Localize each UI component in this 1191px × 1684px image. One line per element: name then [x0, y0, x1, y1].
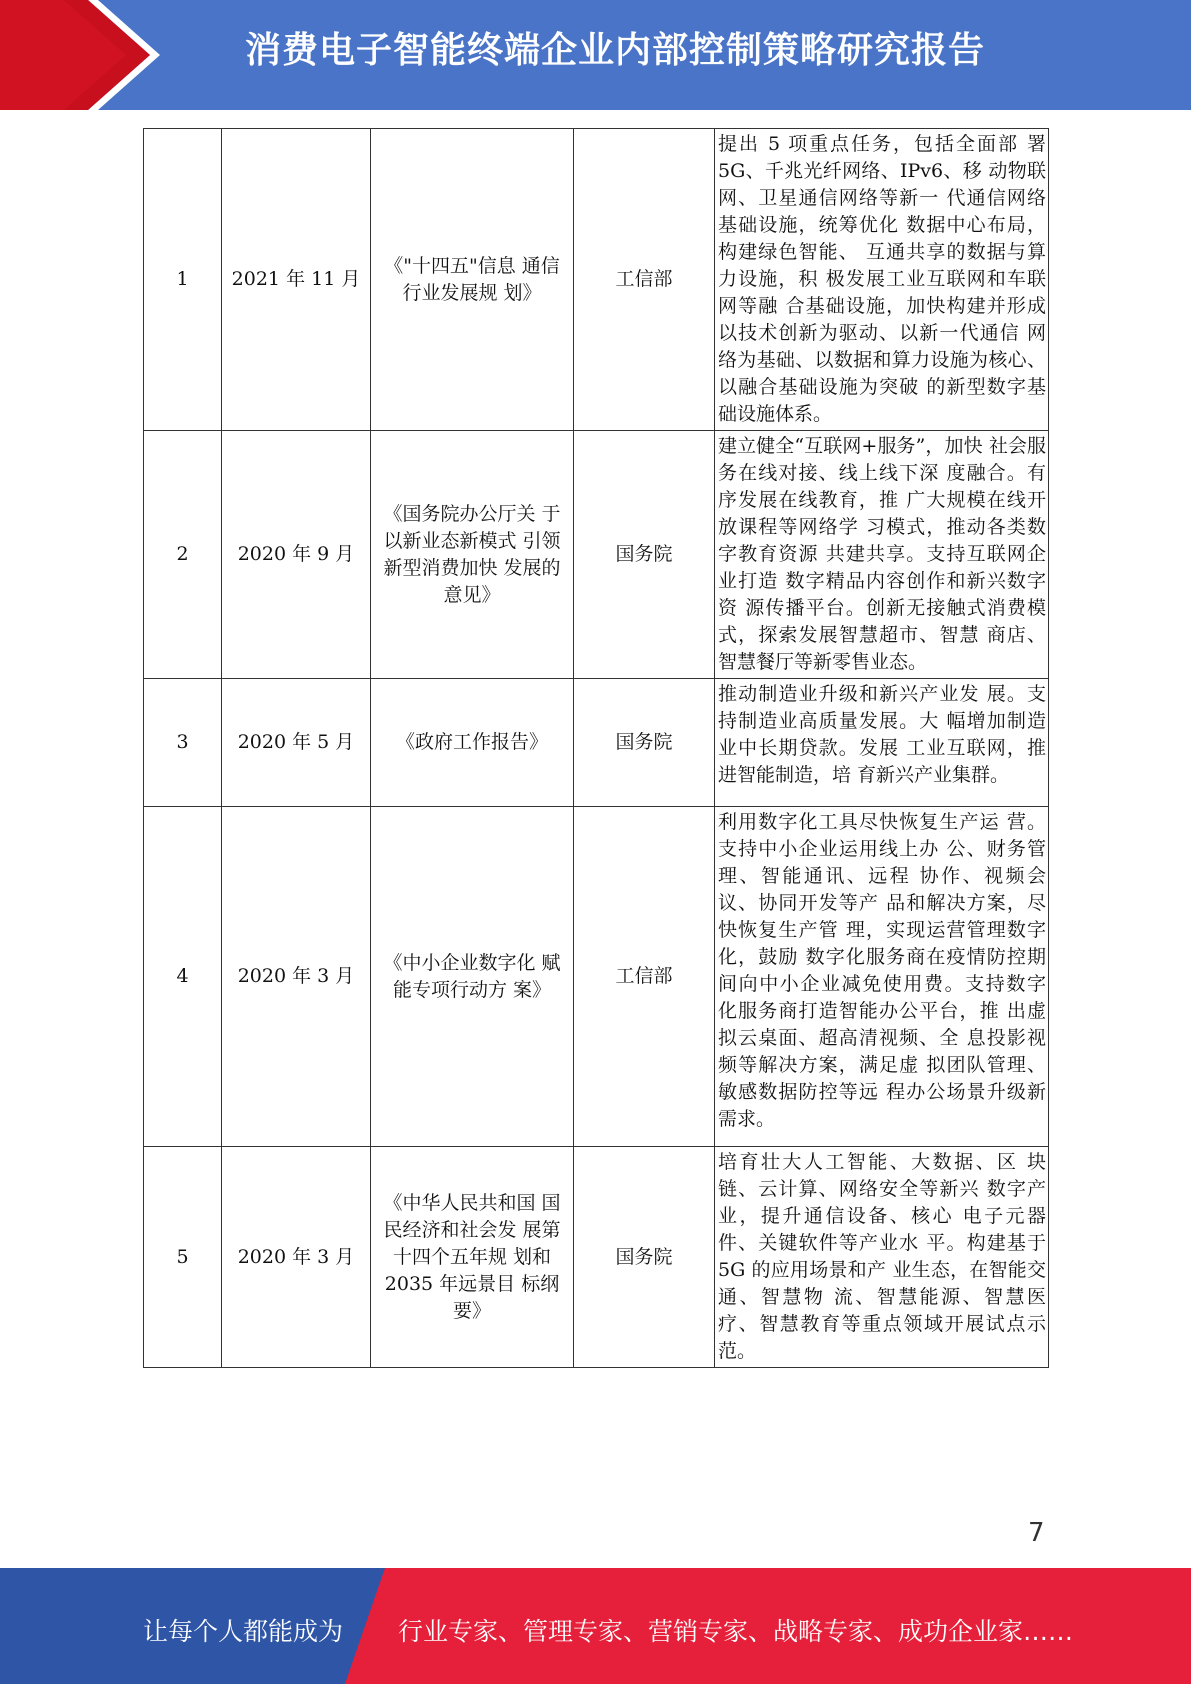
row-number: 5 [144, 1147, 222, 1368]
row-issuer: 工信部 [574, 129, 715, 431]
row-number: 4 [144, 807, 222, 1147]
page-header [0, 0, 1191, 110]
row-policy-title: 《中华人民共和国 国民经济和社会发 展第十四个五年规 划和 2035 年远景目 标纲要》 [371, 1147, 574, 1368]
row-number: 2 [144, 431, 222, 679]
policy-table [143, 128, 1049, 1368]
page-footer [0, 1568, 1191, 1684]
row-policy-title: 《国务院办公厅关 于以新业态新模式 引领新型消费加快 发展的意见》 [371, 431, 574, 679]
row-content: 利用数字化工具尽快恢复生产运 营。支持中小企业运用线上办 公、财务管理、智能通讯、远程 协作、视频会议、协同开发等产 品和解决方案，尽快恢复生产管 理，实现运营管理数字化，鼓励 数字化服务商在疫情防控期间向中小企业减免使用费。支持数字 化服务商打造智能办公平台，推 出虚拟云桌面、超高清视频、全 息投影视频等解决方案，满足虚 拟团队管理、敏感数据防控等远 程办公场景升级新需求。 [715, 807, 1049, 1147]
page-number: 7 [1028, 1518, 1045, 1548]
row-number: 3 [144, 679, 222, 807]
table-row [144, 679, 1049, 807]
row-policy-title: 《政府工作报告》 [371, 679, 574, 807]
row-issuer: 国务院 [574, 431, 715, 679]
row-content: 推动制造业升级和新兴产业发 展。支持制造业高质量发展。大 幅增加制造业中长期贷款。发展 工业互联网，推进智能制造，培 育新兴产业集群。 [715, 679, 1049, 807]
row-date: 2020 年 3 月 [222, 807, 371, 1147]
row-number: 1 [144, 129, 222, 431]
row-date: 2020 年 3 月 [222, 1147, 371, 1368]
table-row [144, 129, 1049, 431]
row-issuer: 国务院 [574, 679, 715, 807]
row-date: 2020 年 9 月 [222, 431, 371, 679]
footer-slogan-right: 行业专家、管理专家、营销专家、战略专家、成功企业家…… [398, 1617, 1074, 1646]
row-content: 建立健全“互联网+服务”，加快 社会服务在线对接、线上线下深 度融合。有序发展在线教育，推 广大规模在线开放课程等网络学 习模式，推动各类数字教育资源 共建共享。支持互联网企业打造 数字精品内容创作和新兴数字资 源传播平台。创新无接触式消费模式，探索发展智慧超市、智慧 商店、智慧餐厅等新零售业态。 [715, 431, 1049, 679]
row-policy-title: 《中小企业数字化 赋能专项行动方 案》 [371, 807, 574, 1147]
report-title: 消费电子智能终端企业内部控制策略研究报告 [245, 30, 986, 71]
row-date: 2020 年 5 月 [222, 679, 371, 807]
header-arrow-decoration [0, 0, 160, 110]
row-issuer: 工信部 [574, 807, 715, 1147]
table-row [144, 807, 1049, 1147]
table-row [144, 1147, 1049, 1368]
row-content: 培育壮大人工智能、大数据、区 块链、云计算、网络安全等新兴 数字产业，提升通信设备、核心 电子元器件、关键软件等产业水 平。构建基于 5G 的应用场景和产 业生态，在智能交通、智慧物 流、智慧能源、智慧医疗、智慧教育等重点领域开展试点示范。 [715, 1147, 1049, 1368]
row-issuer: 国务院 [574, 1147, 715, 1368]
row-date: 2021 年 11 月 [222, 129, 371, 431]
row-policy-title: 《"十四五"信息 通信行业发展规 划》 [371, 129, 574, 431]
row-content: 提出 5 项重点任务，包括全面部 署 5G、千兆光纤网络、IPv6、移 动物联网、卫星通信网络等新一 代通信网络基础设施，统筹优化 数据中心布局，构建绿色智能、 互通共享的数据与算力设施，积 极发展工业互联网和车联网等融 合基础设施，加快构建并形成以技术创新为驱动、以新一代通信 网络为基础、以数据和算力设施为核心、以融合基础设施为突破 的新型数字基础设施体系。 [715, 129, 1049, 431]
table-row [144, 431, 1049, 679]
footer-slogan-left: 让每个人都能成为 [143, 1617, 344, 1646]
